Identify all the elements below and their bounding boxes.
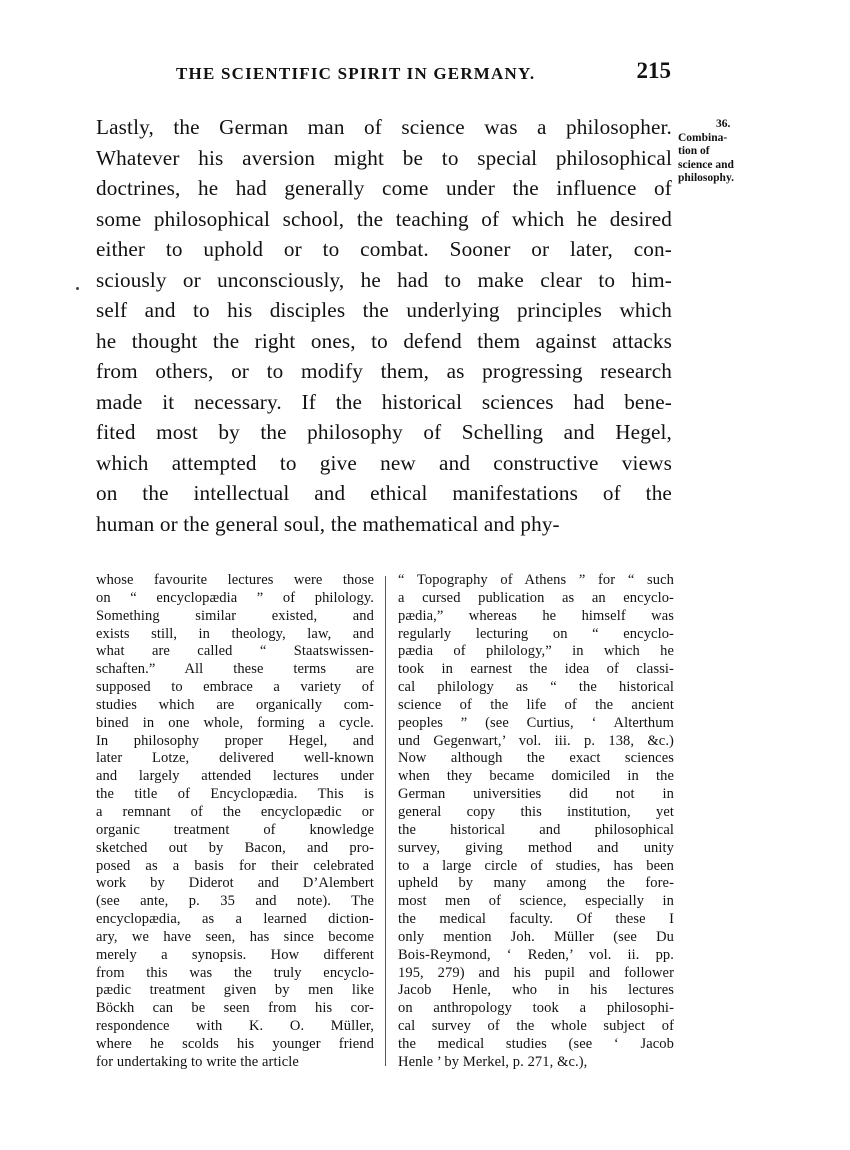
footnote-line: survey, giving method and unity — [398, 839, 674, 856]
body-line: doctrines, he had generally come under the influence of — [96, 176, 672, 200]
footnote-line: a remnant of the encyclopædic or — [96, 803, 374, 820]
footnote-line: und Gegenwart,’ vol. iii. p. 138, &c.) — [398, 732, 674, 749]
footnote-line: work by Diderot and D’Alembert — [96, 875, 374, 892]
footnote-line: Böckh can be seen from his cor- — [96, 1000, 374, 1017]
footnote-line: Now although the exact sciences — [398, 750, 674, 767]
body-line: on the intellectual and ethical manifestations of the — [96, 481, 672, 505]
footnote-line: bined in one whole, forming a cycle. — [96, 714, 374, 731]
body-paragraph — [96, 112, 672, 539]
body-line: Whatever his aversion might be to special philosophical — [96, 145, 672, 170]
body-line: self and to his disciples the underlying principles which — [96, 298, 672, 322]
margin-note-line: philosophy. — [678, 172, 734, 184]
footnote-line: encyclopædia, as a learned diction- — [96, 911, 374, 928]
footnote-line: studies which are organically com- — [96, 696, 374, 713]
body-line: fited most by the philosophy of Schelling and Hegel, — [96, 420, 672, 444]
footnote-line: Bois-Reymond, ‘ Reden,’ vol. ii. pp. — [398, 946, 674, 963]
footnote-line: German universities did not in — [398, 786, 674, 803]
ink-speck — [76, 287, 79, 290]
footnote-line: Something similar existed, and — [96, 607, 374, 624]
margin-note-line: tion of — [678, 145, 710, 157]
footnote-line: only mention Joh. Müller (see Du — [398, 928, 674, 945]
body-line: which attempted to give new and constructive views — [96, 450, 672, 475]
footnote-line: ary, we have seen, has since become — [96, 928, 374, 945]
footnote-line: regularly lecturing on “ encyclo- — [398, 625, 674, 642]
footnote-column-right — [398, 572, 674, 1072]
page-header — [96, 58, 671, 90]
footnote-line: science of the life of the ancient — [398, 696, 674, 713]
footnote-line: on “ encyclopædia ” of philology. — [96, 589, 374, 606]
body-line: from others, or to modify them, as progressing research — [96, 359, 672, 383]
footnote-line: for undertaking to write the article — [96, 1053, 299, 1070]
body-line: either to uphold or to combat. Sooner or later, con- — [96, 237, 672, 261]
footnote-line: what are called “ Staatswissen- — [96, 643, 374, 660]
footnote-line: the medical studies (see ‘ Jacob — [398, 1035, 674, 1052]
footnote-line: whose favourite lectures were those — [96, 572, 374, 588]
footnote-line: peoples ” (see Curtius, ‘ Alterthum — [398, 714, 674, 731]
margin-note-number: 36. — [716, 118, 731, 130]
footnote-line: pædic treatment given by men like — [96, 982, 374, 999]
column-divider — [385, 576, 386, 1066]
footnote-line: later Lotze, delivered well-known — [96, 750, 374, 767]
footnote-line: respondence with K. O. Müller, — [96, 1018, 374, 1035]
footnote-line: Henle ’ by Merkel, p. 271, &c.), — [398, 1053, 588, 1070]
footnote-line: the medical faculty. Of these I — [398, 911, 674, 928]
body-line: made it necessary. If the historical sciences had bene- — [96, 389, 672, 414]
footnote-line: schaften.” All these terms are — [96, 661, 374, 678]
footnote-line: sketched out by Bacon, and pro- — [96, 839, 374, 856]
footnote-line: on anthropology took a philosophi- — [398, 1000, 674, 1017]
footnote-line: pædia,” whereas he himself was — [398, 607, 674, 624]
footnote-line: a cursed publication as an encyclo- — [398, 589, 674, 606]
footnote-line: In philosophy proper Hegel, and — [96, 732, 374, 749]
footnote-line: organic treatment of knowledge — [96, 821, 374, 838]
footnote-line: cal philology as “ the historical — [398, 679, 674, 696]
footnote-line: exists still, in theology, law, and — [96, 625, 374, 642]
footnote-line: and largely attended lectures under — [96, 768, 374, 785]
footnote-line: upheld by many among the fore- — [398, 875, 674, 892]
footnote-line: where he scolds his younger friend — [96, 1035, 374, 1052]
footnote-column-left — [96, 572, 374, 1072]
body-line: Lastly, the German man of science was a philosopher. — [96, 115, 672, 139]
footnote-line: from this was the truly encyclo- — [96, 964, 374, 981]
footnote-line: took in earnest the idea of classi- — [398, 661, 674, 678]
footnote-line: the title of Encyclopædia. This is — [96, 786, 374, 803]
margin-note-line: Combina- — [678, 131, 728, 144]
body-line: human or the general soul, the mathematical and phy- — [96, 511, 560, 536]
footnote-line: general copy this institution, yet — [398, 803, 674, 820]
footnote-line: (see ante, p. 35 and note). The — [96, 893, 374, 910]
margin-note-line: science and — [678, 158, 734, 171]
footnote-block — [96, 572, 674, 1082]
footnote-line: merely a synopsis. How different — [96, 946, 374, 963]
footnote-line: posed as a basis for their celebrated — [96, 857, 374, 874]
footnote-line: pædia of philology,” in which he — [398, 643, 674, 660]
footnote-line: 195, 279) and his pupil and follower — [398, 964, 674, 981]
running-title: THE SCIENTIFIC SPIRIT IN GERMANY. — [176, 64, 536, 83]
footnote-line: supposed to embrace a variety of — [96, 679, 374, 696]
footnote-line: most men of science, especially in — [398, 893, 674, 910]
footnote-line: Jacob Henle, who in his lectures — [398, 982, 674, 999]
margin-note — [678, 118, 788, 186]
footnote-line: the historical and philosophical — [398, 821, 674, 838]
body-line: sciously or unconsciously, he had to make clear to him- — [96, 267, 672, 292]
body-line: some philosophical school, the teaching of which he desired — [96, 206, 672, 231]
footnote-line: cal survey of the whole subject of — [398, 1018, 674, 1035]
footnote-line: to a large circle of studies, has been — [398, 857, 674, 874]
footnote-line: when they became domiciled in the — [398, 768, 674, 785]
body-line: he thought the right ones, to defend them against attacks — [96, 328, 672, 353]
footnote-line: “ Topography of Athens ” for “ such — [398, 572, 674, 588]
page-number: 215 — [636, 58, 671, 83]
